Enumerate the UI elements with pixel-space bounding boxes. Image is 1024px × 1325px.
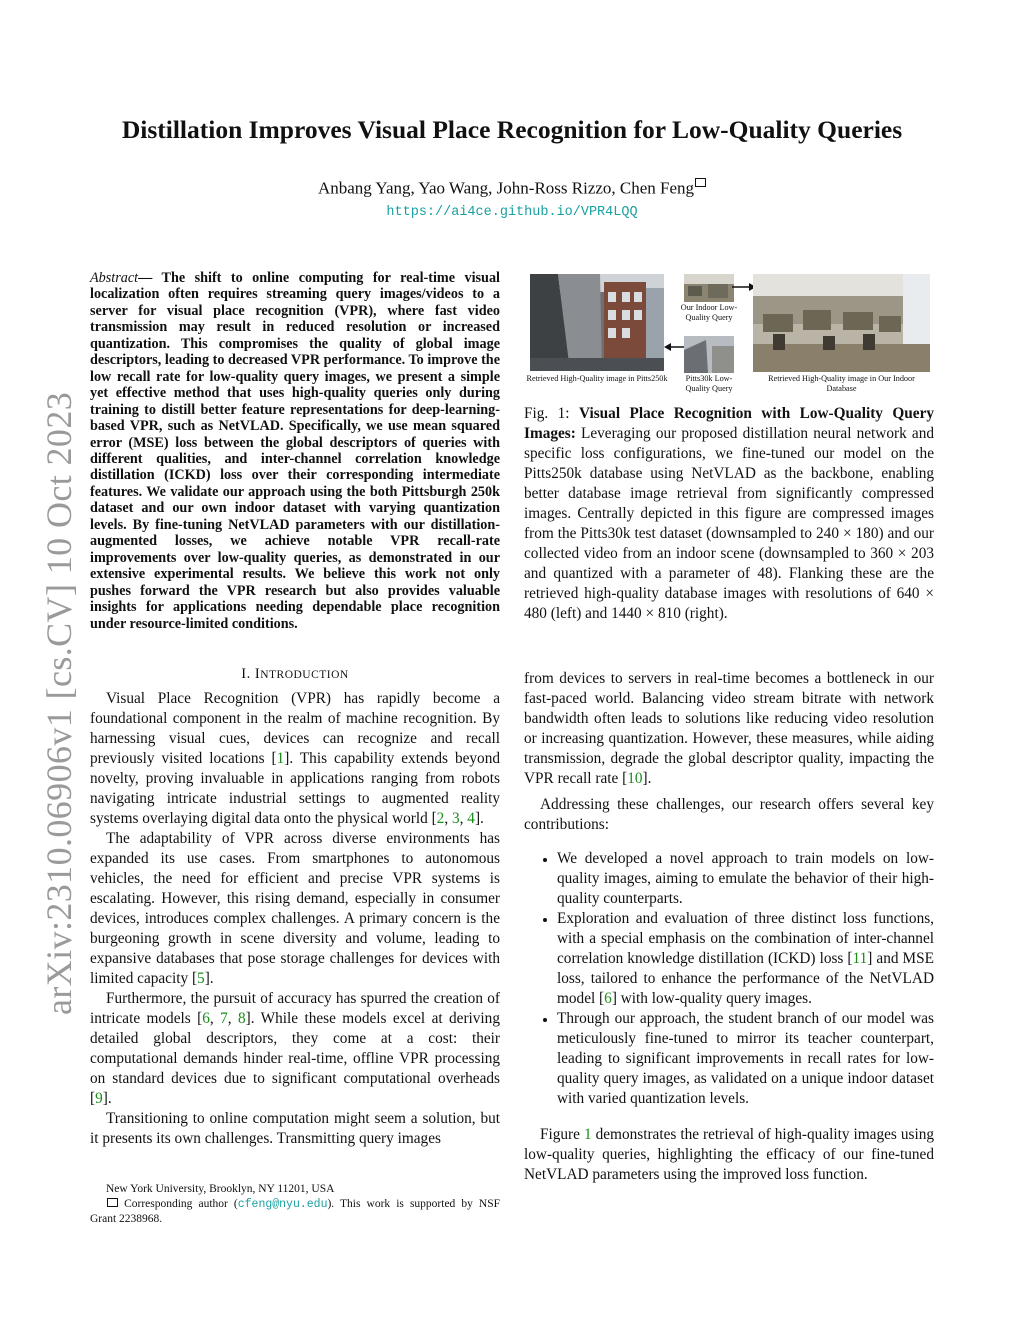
right-column-body (524, 669, 934, 1185)
list-item: • Through our approach, the student branch of our model was meticulously fine-tuned to mirror its teacher counterpart, leading to significant improvements in recall rates for low-quality query images, as validated on a unique indoor dataset with varied quantization levels. (557, 1009, 934, 1109)
list-item: • Exploration and evaluation of three distinct loss functions, with a special emphasis on the combination of inter-channel correlation knowledge distillation (ICKD) loss [11] and MSE loss, tailored to enhance the performance of the NetVLAD model [6] with low-quality query images. (557, 909, 934, 1009)
right-paragraph-1: from devices to servers in real-time becomes a bottleneck in our fast-paced world. Balancing video stream bitrate with network bandwidth often leads to solutions like reducing video resolution or increasing quantization. However, these measures, while aiding transmission, degrade the global descriptor quality, impacting the VPR recall rate [10]. (524, 670, 934, 787)
footnote-corresponding: Corresponding author (cfeng@nyu.edu). This work is supported by NSF Grant 2238968. (90, 1198, 500, 1225)
citation-link[interactable]: 10 (627, 770, 643, 787)
right-paragraph-2: Addressing these challenges, our research offers several key contributions: (524, 796, 934, 833)
email-link[interactable]: cfeng@nyu.edu (237, 1198, 328, 1211)
figure-caption-right: Retrieved High-Quality image in Our Indoor Database (768, 374, 915, 393)
citation-link[interactable]: 8 (237, 1010, 246, 1027)
left-column-body (90, 689, 500, 1149)
footnotes (90, 1182, 500, 1227)
figure-1 (524, 272, 934, 397)
citation-link[interactable]: 2 (436, 810, 445, 827)
abstract-dash: — (138, 270, 153, 286)
contributions-list (524, 849, 934, 1109)
figure-caption-pitts30k-query: Pitts30k Low-Quality Query (685, 374, 733, 393)
citation-link[interactable]: 4 (467, 810, 475, 827)
citation-link[interactable]: 6 (604, 990, 612, 1007)
retrieved-indoor-database-image (753, 274, 930, 372)
figure-1-caption (524, 404, 934, 624)
abstract-text: The shift to online computing for real-time visual localization often requires streaming query images/videos to a server for visual place recognition (VPR), where fast video transmission may result in reduced resolution or increased quantization. This compromises the quality of global image descriptors, leading to decreased VPR performance. To improve the low recall rate for low-quality query images, we present a simple yet effective method that uses high-quality queries only during training to distill better feature representations for deep-learning-based VPR, such as NetVLAD. Specifically, we use mean squared error (MSE) loss between the global descriptors of queries with different qualities, and inter-channel correlation knowledge distillation (ICKD) loss over their corresponding intermediate features. We validate our approach using the both Pittsburgh 250k dataset and our own indoor dataset with varying quantization levels. By fine-tuning NetVLAD parameters with our distillation-augmented losses, we achieve notable VPR recall-rate improvements over low-quality queries, as demonstrated in our extensive experimental results. We believe this work not only pushes forward the VPR research but also provides valuable insights for applications needing dependable place recognition under resource-limited conditions. (90, 270, 500, 632)
footnote-affiliation: New York University, Brooklyn, NY 11201, USA (106, 1183, 335, 1195)
intro-paragraph-3: Furthermore, the pursuit of accuracy has spurred the creation of intricate models [6, 7, 8]. While these models excel at deriving detailed global descriptors, they come at a cost: their computational demands hinder real-time, offline VPR processing on standard devices due to significant computational overheads [9]. (90, 990, 500, 1107)
citation-link[interactable]: 1 (276, 750, 285, 767)
pitts30k-low-quality-query-image (684, 336, 734, 373)
abstract (90, 270, 500, 632)
arxiv-identifier-stamp: arXiv:2310.06906v1 [cs.CV] 10 Oct 2023 (39, 391, 79, 1015)
section-title-initial: I (254, 666, 261, 682)
figure-reference-link[interactable]: 1 (583, 1126, 592, 1143)
abstract-label: Abstract (90, 270, 139, 286)
caption-bold-title: Visual Place Recognition with Low-Quality Query Images: (524, 405, 935, 442)
envelope-icon (695, 178, 706, 187)
project-url-link[interactable]: https://ai4ce.github.io/VPR4LQQ (386, 205, 638, 220)
citation-link[interactable]: 3 (451, 810, 460, 827)
citation-link[interactable]: 7 (220, 1010, 228, 1027)
caption-text: Leveraging our proposed distillation neural network and specific loss configurations, we fine-tuned our model on the Pitts250k database using NetVLAD as the backbone, enabling better database image retrieval from significantly compressed images. Centrally depicted in this figure are compressed images from the Pitts30k test dataset (downsampled to 240 × 180) and our collected video from an indoor scene (downsampled to 360 × 203 and quantized with a parameter of 48). Flanking these are the retrieved high-quality database images with resolutions of 640 × 480 (left) and 1440 × 810 (right). (524, 425, 934, 622)
envelope-icon (107, 1198, 118, 1207)
author-names: Anbang Yang, Yao Wang, John-Ross Rizzo, Chen Feng (317, 178, 695, 198)
list-item: • We developed a novel approach to train models on low-quality images, aiming to emulate the behavior of their high-quality counterparts. (557, 849, 934, 909)
section-heading-introduction (90, 666, 500, 683)
retrieved-pitts250k-image (530, 274, 664, 371)
intro-paragraph-2: The adaptability of VPR across diverse environments has expanded its use cases. From smartphones to autonomous vehicles, the need for efficient and precise VPR systems is escalating. However, this rising demand, especially in consumer devices, introduces complex challenges. A primary concern is the burgeoning growth in scene diversity and volume, leading to expansive databases that pose storage challenges for devices with limited capacity [5]. (90, 830, 500, 987)
paper-title: Distillation Improves Visual Place Recognition for Low-Quality Queries (121, 115, 903, 144)
intro-paragraph-4: Transitioning to online computation might seem a solution, but it presents its own challenges. Transmitting query images (90, 1110, 500, 1147)
citation-link[interactable]: 6 (202, 1010, 210, 1027)
author-list (0, 178, 1024, 199)
citation-link[interactable]: 11 (852, 950, 868, 967)
indoor-low-quality-query-image (684, 274, 734, 302)
section-number: I. (241, 666, 255, 682)
right-paragraph-3: Figure 1 demonstrates the retrieval of high-quality images using low-quality queries, highlighting the efficacy of our fine-tuned NetVLAD parameters using the improved loss function. (524, 1126, 934, 1183)
intro-paragraph-1: Visual Place Recognition (VPR) has rapidly become a foundational component in the realm of machine recognition. By harnessing visual cues, devices can recognize and recall previously visited locations [1]. This capability extends beyond novelty, proving invaluable in applications ranging from robots navigating intricate industrial settings to augmented reality systems overlaying digital data onto the physical world [2, 3, 4]. (90, 690, 500, 827)
citation-link[interactable]: 5 (197, 970, 205, 987)
citation-link[interactable]: 9 (95, 1090, 103, 1107)
caption-label: Fig. 1: (524, 405, 579, 422)
figure-caption-left: Retrieved High-Quality image in Pitts250k (526, 374, 668, 383)
figure-caption-indoor-query: Our Indoor Low-Quality Query (680, 303, 738, 322)
section-title-rest: NTRODUCTION (260, 669, 349, 681)
